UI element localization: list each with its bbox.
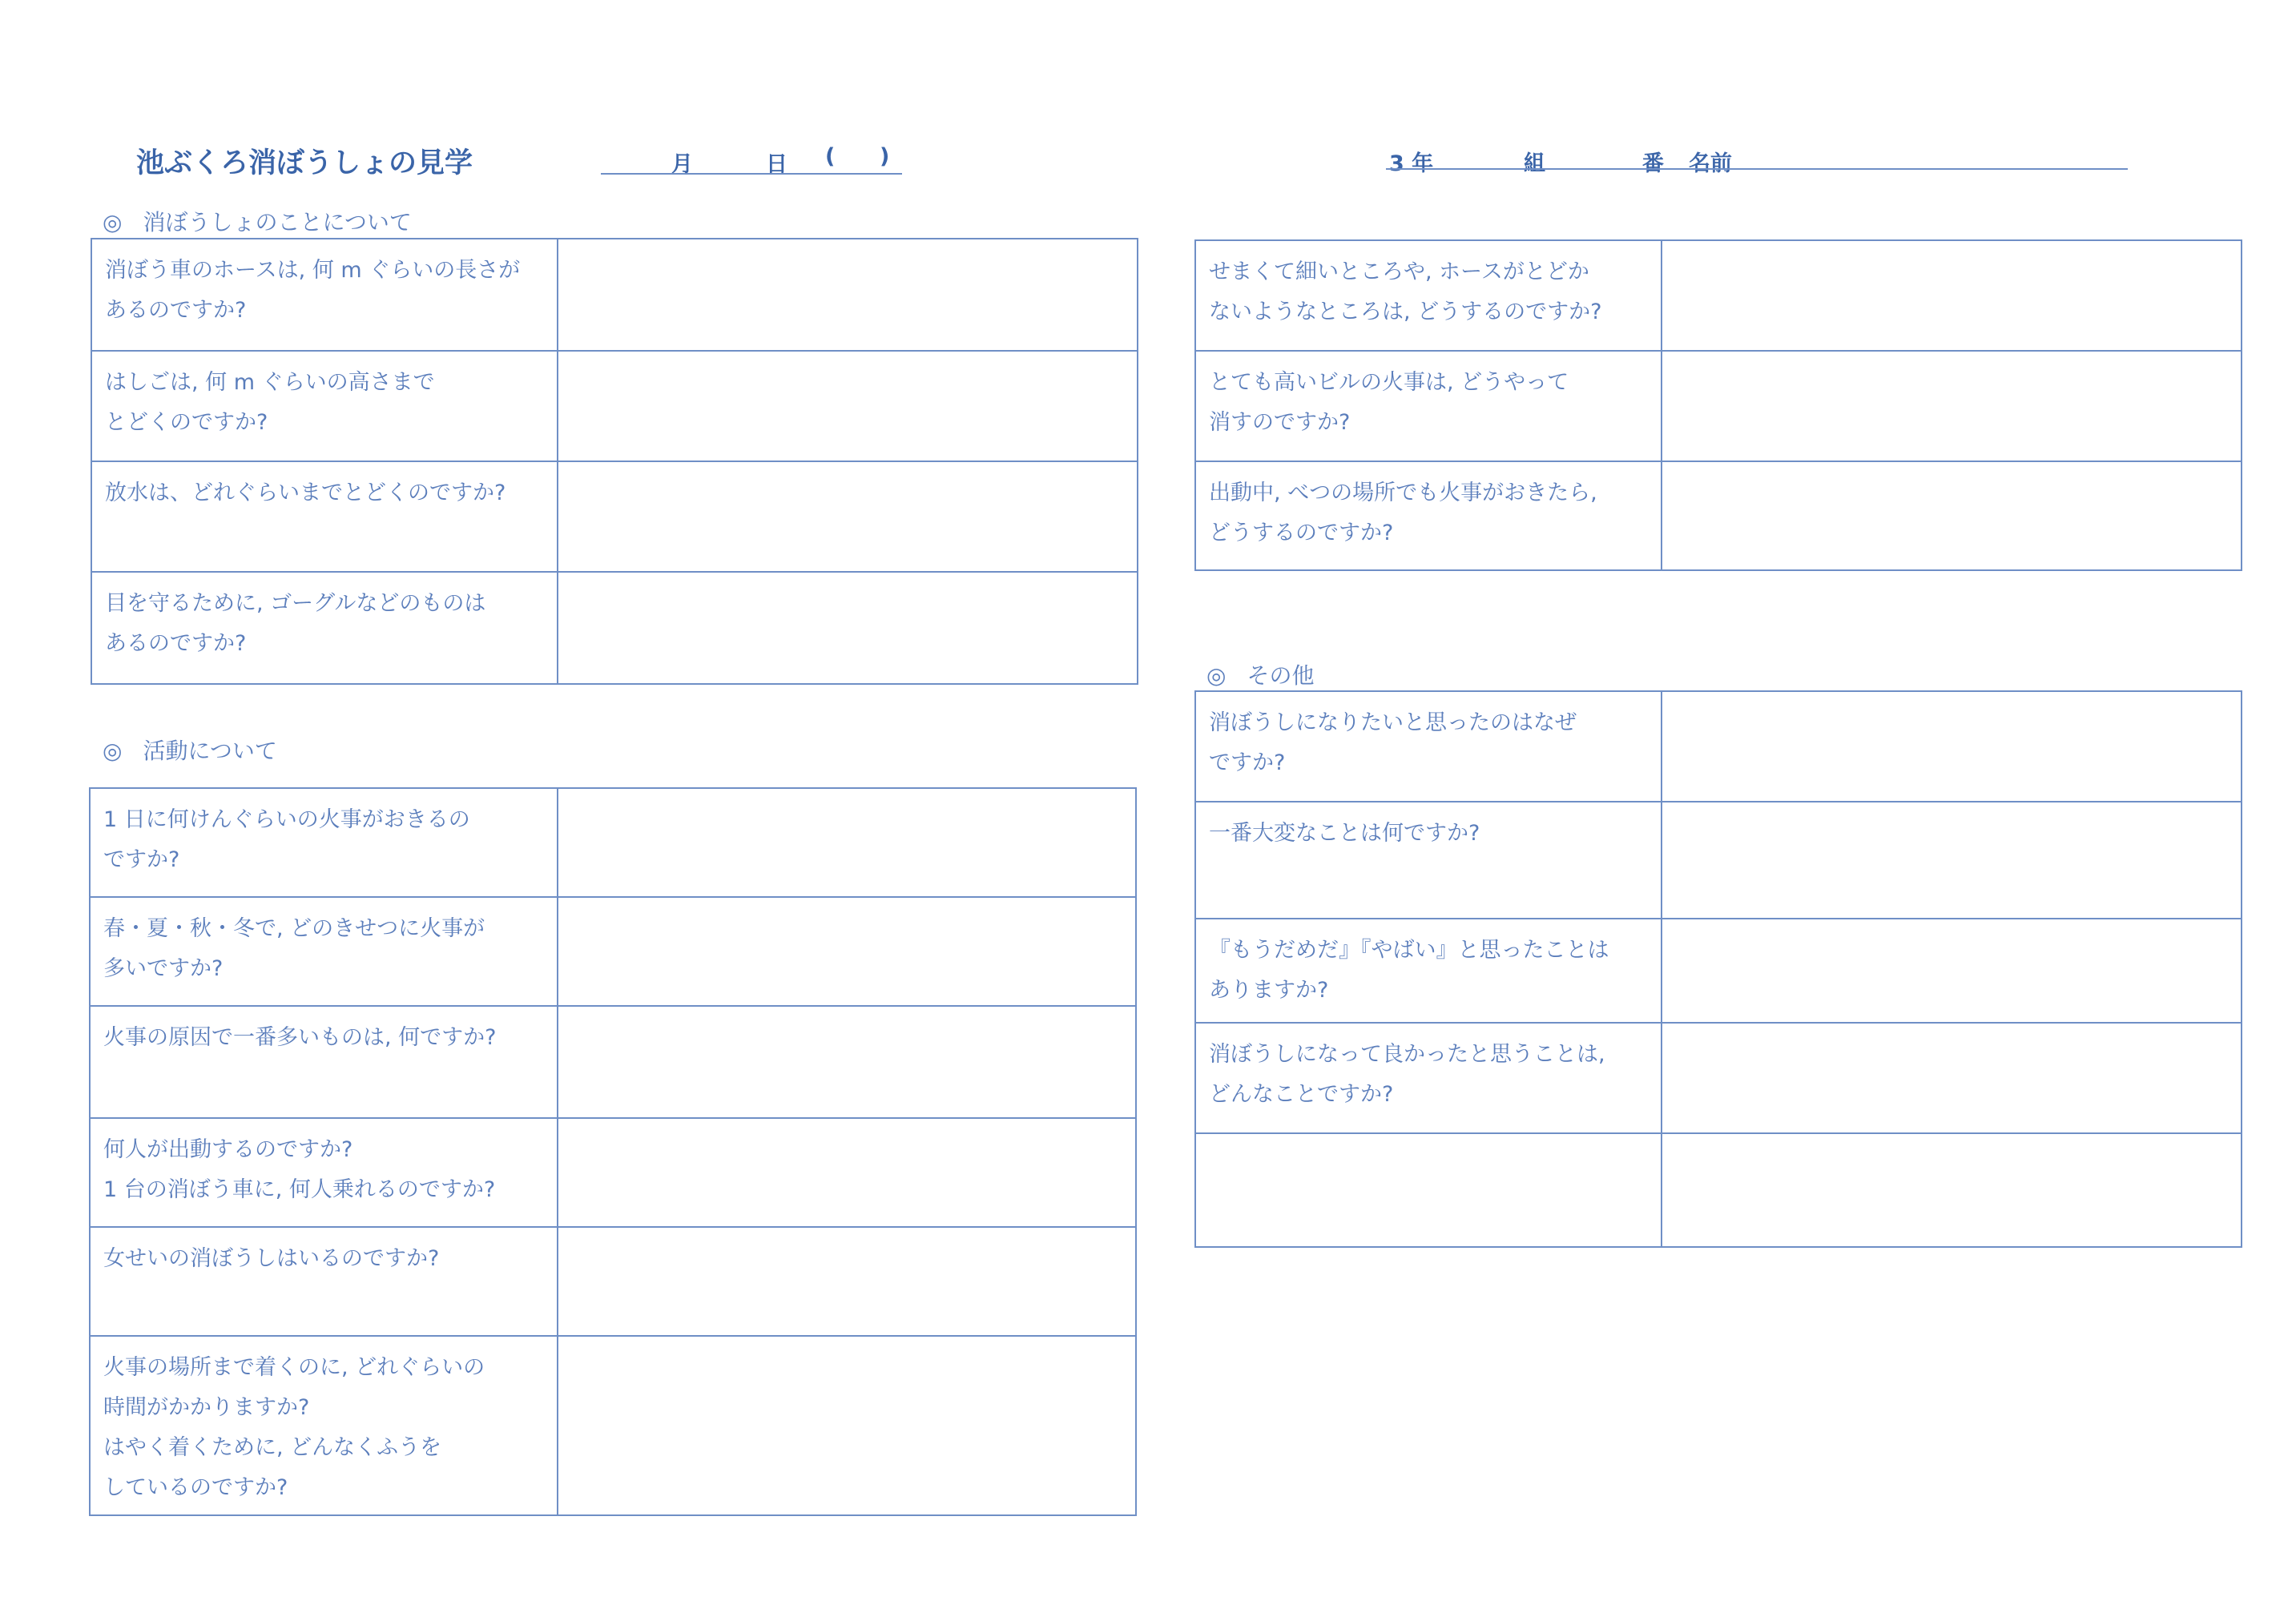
question-cell: 放水は、どれぐらいまでとどくのですか? <box>91 461 558 572</box>
table-row <box>91 351 1138 461</box>
question-cell: はしごは, 何 m ぐらいの高さまで とどくのですか? <box>91 351 558 461</box>
name-underline <box>1386 168 2128 170</box>
table-row <box>90 1227 1136 1336</box>
question-cell: 目を守るために, ゴーグルなどのものは あるのですか? <box>91 572 558 684</box>
other-questions-table <box>1194 690 2242 1248</box>
section-heading-other <box>1206 658 1314 690</box>
table-row <box>91 239 1138 351</box>
answer-cell[interactable] <box>558 897 1136 1006</box>
answer-cell[interactable] <box>1662 1023 2242 1133</box>
section-heading-station <box>103 205 412 237</box>
question-cell: 消ぼうしになって良かったと思うことは, どんなことですか? <box>1195 1023 1662 1133</box>
answer-cell[interactable] <box>1662 240 2242 351</box>
question-cell: 消ぼう車のホースは, 何 m ぐらいの長さが あるのですか? <box>91 239 558 351</box>
question-cell: 春・夏・秋・冬で, どのきせつに火事が 多いですか? <box>90 897 558 1006</box>
question-cell: 一番大変なことは何ですか? <box>1195 802 1662 919</box>
table-row <box>91 461 1138 572</box>
question-cell: 火事の場所まで着くのに, どれぐらいの 時間がかかりますか? はやく着くために, どんなくふうを しているのですか? <box>90 1336 558 1515</box>
right-questions-table <box>1194 239 2242 571</box>
table-row <box>1195 691 2242 802</box>
answer-cell[interactable] <box>1662 351 2242 461</box>
question-cell: 『もうだめだ』『やばい』と思ったことは ありますか? <box>1195 919 1662 1023</box>
double-circle-icon: ◎ <box>103 738 123 764</box>
table-row <box>90 1006 1136 1118</box>
table-row <box>90 897 1136 1006</box>
table-row <box>1195 240 2242 351</box>
page-title: 池ぶくろ消ぼうしょの見学 <box>136 147 473 179</box>
table-row <box>90 1336 1136 1515</box>
date-underline <box>601 173 902 175</box>
answer-cell[interactable] <box>1662 461 2242 570</box>
answer-cell[interactable] <box>1662 691 2242 802</box>
weekday-open-paren: ( <box>825 144 836 169</box>
weekday-close-paren: ) <box>880 144 890 169</box>
answer-cell[interactable] <box>558 351 1138 461</box>
answer-cell[interactable] <box>1662 919 2242 1023</box>
answer-cell[interactable] <box>558 239 1138 351</box>
answer-cell[interactable] <box>558 1118 1136 1227</box>
question-cell: 火事の原因で一番多いものは, 何ですか? <box>90 1006 558 1118</box>
grade-label: 3 年 <box>1389 151 1434 176</box>
table-row <box>1195 461 2242 570</box>
activity-questions-table <box>89 787 1137 1516</box>
table-row <box>1195 802 2242 919</box>
answer-cell[interactable] <box>1662 1133 2242 1247</box>
double-circle-icon: ◎ <box>103 209 123 235</box>
answer-cell[interactable] <box>558 788 1136 897</box>
question-cell: 女せいの消ぼうしはいるのですか? <box>90 1227 558 1336</box>
answer-cell[interactable] <box>558 572 1138 684</box>
name-label: 名前 <box>1689 151 1732 176</box>
table-row <box>90 1118 1136 1227</box>
question-cell[interactable] <box>1195 1133 1662 1247</box>
station-questions-table <box>91 238 1138 685</box>
question-cell: せまくて細いところや, ホースがとどか ないようなところは, どうするのですか? <box>1195 240 1662 351</box>
question-cell: とても高いビルの火事は, どうやって 消すのですか? <box>1195 351 1662 461</box>
table-row <box>1195 1023 2242 1133</box>
question-cell: 消ぼうしになりたいと思ったのはなぜ ですか? <box>1195 691 1662 802</box>
answer-cell[interactable] <box>558 461 1138 572</box>
table-row <box>90 788 1136 897</box>
number-label: 番 <box>1642 151 1664 176</box>
answer-cell[interactable] <box>558 1227 1136 1336</box>
question-cell: 出動中, べつの場所でも火事がおきたら, どうするのですか? <box>1195 461 1662 570</box>
section-heading-text: 活動について <box>143 738 277 764</box>
table-row <box>91 572 1138 684</box>
answer-cell[interactable] <box>1662 802 2242 919</box>
question-cell: 1 日に何けんぐらいの火事がおきるの ですか? <box>90 788 558 897</box>
section-heading-activity <box>103 734 277 766</box>
table-row <box>1195 1133 2242 1247</box>
question-cell: 何人が出動するのですか? 1 台の消ぼう車に, 何人乗れるのですか? <box>90 1118 558 1227</box>
table-row <box>1195 919 2242 1023</box>
section-heading-text: その他 <box>1247 662 1315 689</box>
double-circle-icon: ◎ <box>1206 662 1227 689</box>
day-label: 日 <box>766 152 787 177</box>
class-label: 組 <box>1524 151 1545 176</box>
table-row <box>1195 351 2242 461</box>
section-heading-text: 消ぼうしょのことについて <box>143 209 412 235</box>
answer-cell[interactable] <box>558 1336 1136 1515</box>
answer-cell[interactable] <box>558 1006 1136 1118</box>
month-label: 月 <box>671 152 693 177</box>
